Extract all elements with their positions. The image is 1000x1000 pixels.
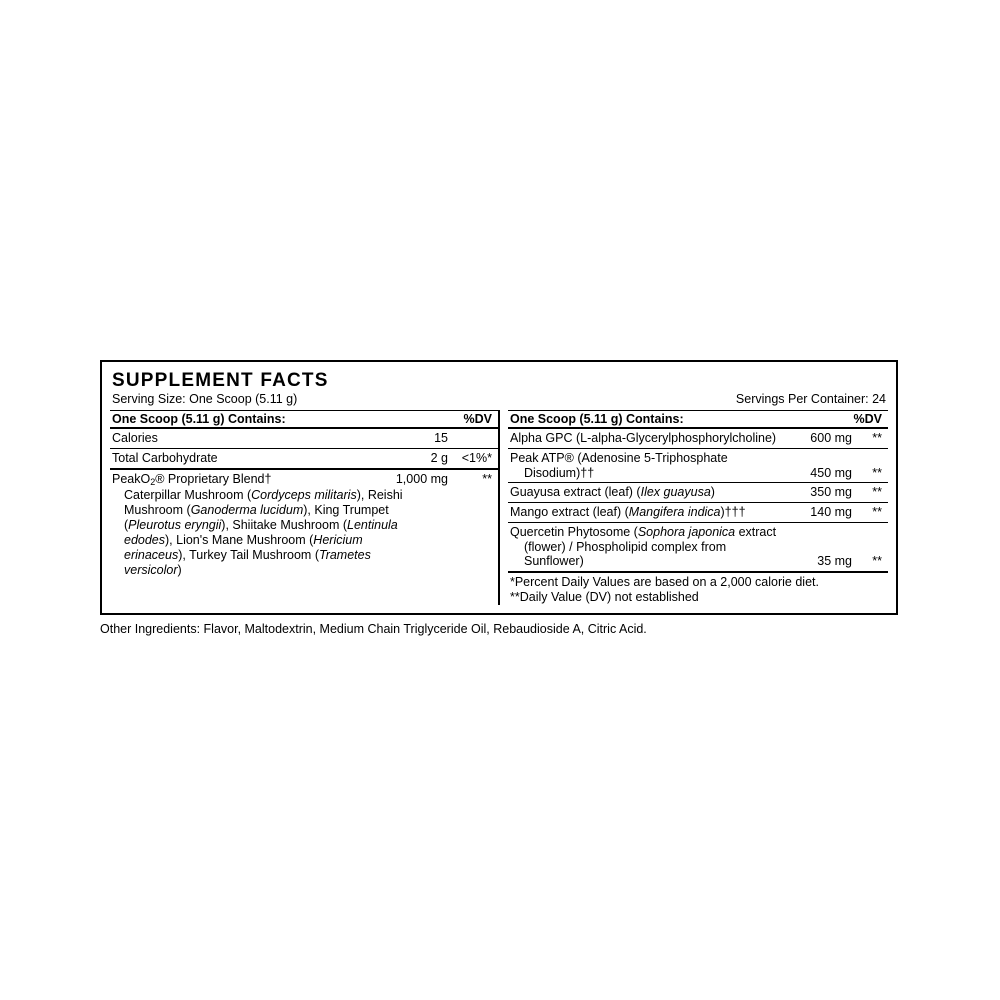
left-header-label: One Scoop (5.11 g) Contains: <box>112 412 286 426</box>
nutrient-name: Total Carbohydrate <box>112 450 218 465</box>
nutrient-name: Peak ATP® (Adenosine 5-Triphosphate Disodium)†† <box>509 450 728 480</box>
proprietary-blend-row <box>110 470 498 489</box>
nutrition-columns <box>110 410 888 605</box>
nutrient-name: Mango extract (leaf) (Mangifera indica)††† <box>509 505 746 519</box>
footnote-daily-value-basis: *Percent Daily Values are based on a 2,000 calorie diet. <box>509 575 819 589</box>
left-header-dv: %DV <box>463 412 492 426</box>
table-row <box>110 449 498 470</box>
nutrient-dv: ** <box>872 431 882 445</box>
nutrient-values <box>790 431 882 446</box>
nutrient-name: Guayusa extract (leaf) (Ilex guayusa) <box>509 485 715 500</box>
table-row <box>110 429 498 449</box>
footnote-dv-not-established: **Daily Value (DV) not established <box>509 590 699 604</box>
nutrient-values <box>402 451 492 466</box>
right-column-header <box>508 410 888 429</box>
table-row <box>508 449 888 484</box>
blend-name-subscript: 2 <box>150 476 156 487</box>
nutrient-amount: 140 mg <box>810 505 852 519</box>
blend-amount: 1,000 mg <box>395 471 448 486</box>
blend-values <box>396 472 492 487</box>
nutrient-amount: 15 <box>434 431 448 445</box>
nutrient-name: Alpha GPC (L-alpha-Glycerylphosphorylcholine) <box>509 431 777 445</box>
nutrient-dv: ** <box>872 465 882 480</box>
nutrient-name: Calories <box>112 431 158 445</box>
serving-info-row <box>102 390 896 406</box>
table-row <box>508 523 888 571</box>
blend-ingredient-list: Caterpillar Mushroom (Cordyceps militaris), Reishi Mushroom (Ganoderma lucidum), King Trumpet (Pleurotus eryngii), Shiitake Mushroom (Lentinula edodes), Lion's Mane Mushroom (Hericium erinaceus), Turkey Tail Mushroom (Trametes versicolor) <box>124 488 403 577</box>
footnotes <box>508 571 888 605</box>
blend-name: PeakO$_2$® Proprietary Blend† <box>112 471 272 487</box>
left-nutrient-column <box>110 410 500 605</box>
right-header-label: One Scoop (5.11 g) Contains: <box>509 412 684 426</box>
blend-dv: ** <box>482 471 492 486</box>
table-row <box>508 429 888 449</box>
nutrient-dv: ** <box>872 554 882 569</box>
nutrient-name: Quercetin Phytosome (Sophora japonica extract (flower) / Phospholipid complex from Sunflower) <box>509 524 777 569</box>
nutrient-amount: 600 mg <box>810 431 852 445</box>
other-ingredients: Other Ingredients: Flavor, Maltodextrin, Medium Chain Triglyceride Oil, Rebaudioside A, Citric Acid. <box>100 622 647 636</box>
table-row <box>508 503 888 523</box>
nutrient-values <box>790 466 882 481</box>
panel-title: SUPPLEMENT FACTS <box>112 370 329 391</box>
nutrient-amount: 450 mg <box>810 465 852 480</box>
nutrient-dv: <1%* <box>461 450 492 465</box>
nutrient-amount: 350 mg <box>810 485 852 500</box>
right-nutrient-column <box>500 410 888 605</box>
nutrient-amount: 35 mg <box>817 554 852 569</box>
nutrient-values <box>402 431 492 446</box>
servings-per-container: Servings Per Container: 24 <box>735 392 886 406</box>
left-column-header <box>110 410 498 429</box>
nutrient-values <box>790 554 882 569</box>
nutrient-values <box>790 485 882 500</box>
nutrient-amount: 2 g <box>430 450 448 465</box>
nutrient-dv: ** <box>872 505 882 519</box>
nutrient-dv: ** <box>872 485 882 500</box>
supplement-facts-panel <box>100 360 898 615</box>
nutrient-values <box>790 505 882 520</box>
right-header-dv: %DV <box>853 412 882 426</box>
serving-size: Serving Size: One Scoop (5.11 g) <box>112 392 298 406</box>
table-row <box>508 483 888 503</box>
